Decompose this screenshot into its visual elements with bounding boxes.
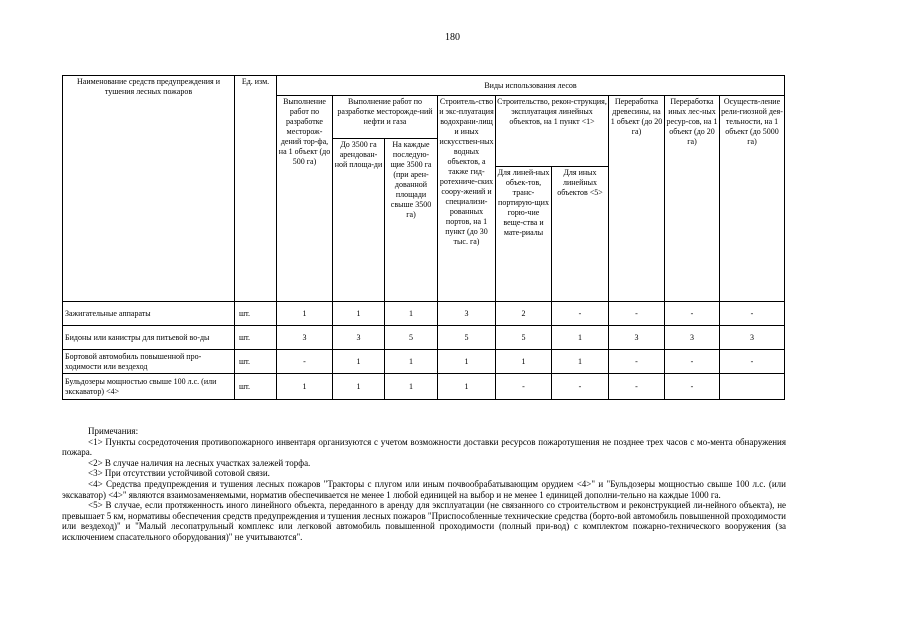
- cell-value: -: [609, 374, 665, 400]
- page-number: 180: [445, 32, 460, 43]
- row-unit: шт.: [235, 350, 277, 374]
- header-linear-transport: Для линей-ных объек-тов, транс-портирую-щих горю-чие веще-ства и мате-риалы: [496, 167, 552, 302]
- cell-value: -: [496, 374, 552, 400]
- cell-value: 1: [277, 302, 333, 326]
- table-row: [63, 350, 785, 374]
- cell-value: 5: [385, 326, 438, 350]
- cell-value: -: [552, 302, 609, 326]
- header-oil-each-3500: На каждые последую-щие 3500 га (при арен-дованной площади свыше 3500 га): [385, 139, 438, 302]
- cell-value: -: [720, 302, 785, 326]
- table-row: [63, 326, 785, 350]
- table-row: [63, 302, 785, 326]
- row-unit: шт.: [235, 302, 277, 326]
- cell-value: 1: [496, 350, 552, 374]
- cell-value: 1: [333, 302, 385, 326]
- cell-value: 1: [552, 326, 609, 350]
- cell-value: 1: [438, 350, 496, 374]
- cell-value: -: [277, 350, 333, 374]
- header-linear-other: Для иных линейных объектов <5>: [552, 167, 609, 302]
- cell-value: 1: [385, 302, 438, 326]
- note-item: <2> В случае наличия на лесных участках залежей торфа.: [88, 457, 311, 468]
- cell-value: 5: [496, 326, 552, 350]
- note-item: <5> В случае, если протяженность иного линейного объекта, переданного в аренду для эксплуатации (не связанного со строительством и реконструкцией ли-нейного объекта), не превышает 5 км, нормативы обеспечения средств предупреждения и тушения лесных пожаров "Приспособленные технические средства (борто-вой автомобиль повышенной проходимости или вездеход)" и "Малый лесопатрульный комплекс или легковой автомобиль повышенной проходимости (полный при-вод) с комплектом пожарно-технического вооружения (за исключением спасательного оборудования)" не учитываются".: [62, 500, 786, 542]
- header-wood-processing: Переработка древесины, на 1 объект (до 20 га): [609, 96, 665, 302]
- cell-value: 5: [438, 326, 496, 350]
- cell-value: -: [720, 350, 785, 374]
- cell-value: 1: [438, 374, 496, 400]
- cell-value: 1: [333, 350, 385, 374]
- row-unit: шт.: [235, 374, 277, 400]
- cell-value: -: [609, 350, 665, 374]
- row-name: Бортовой автомобиль повышенной про-ходимости или вездеход: [63, 350, 235, 374]
- header-oil-up-to-3500: До 3500 га арендован-ной площа-ди: [333, 139, 385, 302]
- cell-value: 3: [720, 326, 785, 350]
- equipment-norms-table: [62, 75, 785, 400]
- header-forest-use-types: Виды использования лесов: [277, 76, 785, 96]
- header-peat: Выполнение работ по разработке месторож-дений тор-фа, на 1 объект (до 500 га): [277, 96, 333, 302]
- cell-value: -: [665, 302, 720, 326]
- note-item: <3> При отсутствии устойчивой сотовой связи.: [88, 468, 270, 479]
- cell-value: 3: [609, 326, 665, 350]
- note-item: <1> Пункты сосредоточения противопожарного инвентаря организуются с учетом возможности доставки ресурсов пожаротушения не позднее трех часов с мо-мента обнаружения пожара.: [62, 436, 786, 458]
- header-unit: Ед. изм.: [235, 76, 277, 302]
- cell-value: 3: [333, 326, 385, 350]
- cell-value: 3: [438, 302, 496, 326]
- row-name: Зажигательные аппараты: [63, 302, 235, 326]
- row-name: Бульдозеры мощностью свыше 100 л.с. (или экскаватор) <4>: [63, 374, 235, 400]
- header-religious-activity: Осуществ-ление рели-гиозной дея-тельности, на 1 объект (до 5000 га): [720, 96, 785, 302]
- header-water-objects: Строитель-ство и экс-плуатация водохрани-лищ и иных искусствен-ных водных объектов, а также гид-ротехниче-ских соору-жений и специализи-рованных портов, на 1 пункт (до 30 тыс. га): [438, 96, 496, 302]
- cell-value: 1: [385, 350, 438, 374]
- cell-value: 1: [552, 350, 609, 374]
- cell-value: 3: [277, 326, 333, 350]
- cell-value: -: [609, 302, 665, 326]
- row-unit: шт.: [235, 326, 277, 350]
- cell-value: -: [552, 374, 609, 400]
- cell-value: [720, 374, 785, 400]
- notes-title: Примечания:: [88, 426, 139, 436]
- row-name: Бидоны или канистры для питьевой во-ды: [63, 326, 235, 350]
- cell-value: -: [665, 374, 720, 400]
- cell-value: 2: [496, 302, 552, 326]
- header-oil-gas: Выполнение работ по разработке месторожде-ний нефти и газа: [333, 96, 438, 139]
- header-other-forest-resources: Переработка иных лес-ных ресур-сов, на 1 объект (до 20 га): [665, 96, 720, 302]
- header-name: Наименование средств предупреждения и тушения лесных пожаров: [63, 76, 235, 302]
- cell-value: 1: [277, 374, 333, 400]
- cell-value: 3: [665, 326, 720, 350]
- cell-value: -: [665, 350, 720, 374]
- notes-section: [62, 426, 786, 543]
- table-row: [63, 374, 785, 400]
- header-linear-objects: Строительство, рекон-струкция, эксплуатация линейных объектов, на 1 пункт <1>: [496, 96, 609, 167]
- cell-value: 1: [385, 374, 438, 400]
- note-item: <4> Средства предупреждения и тушения лесных пожаров "Тракторы с плугом или иным почвообрабатывающим орудием <4>" и "Бульдозеры мощностью свыше 100 л.с. (или экскаватор) <4>" являются взаимозаменяемыми, норматив обеспечивается не менее 1 любой единицей на выбор и не менее 1 единицей дополни-тельно на каждые 1000 га.: [62, 478, 786, 500]
- cell-value: 1: [333, 374, 385, 400]
